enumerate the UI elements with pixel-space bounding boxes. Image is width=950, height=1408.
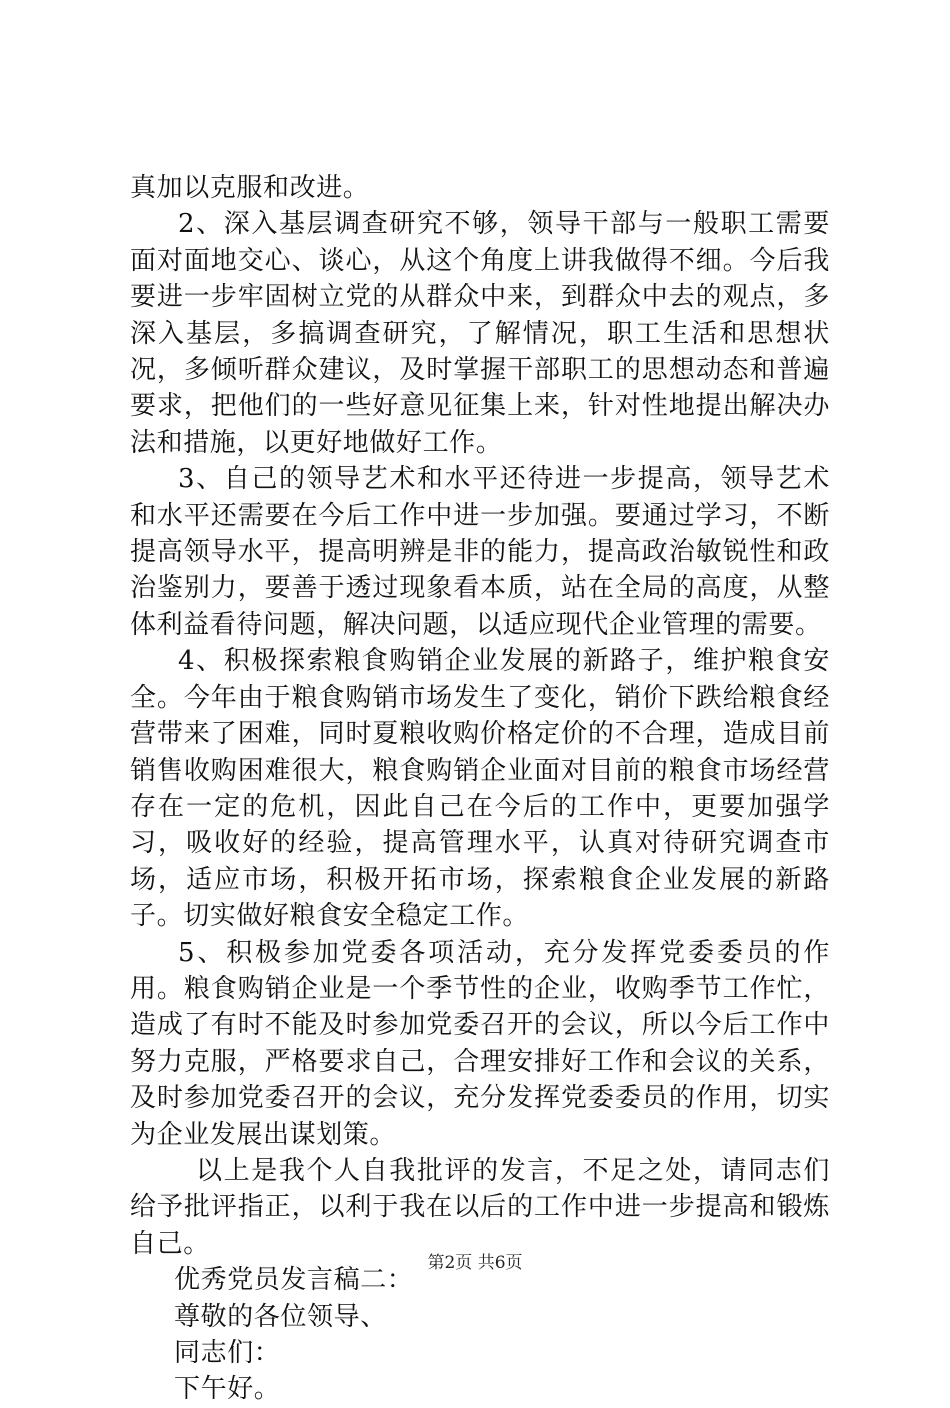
paragraph-continuation: 真加以克服和改进。: [130, 173, 370, 203]
document-body: [130, 170, 830, 1408]
paragraph-item-2: 2、深入基层调查研究不够，领导干部与一般职工需要面对面地交心、谈心，从这个角度上讲我做得不细。今后我要进一步牢固树立党的从群众中来，到群众中去的观点，多深入基层，多搞调查研究，了解情况，职工生活和思想状况，多倾听群众建议，及时掌握干部职工的思想动态和普遍要求，把他们的一些好意见征集上来，针对性地提出解决办法和措施，以更好地做好工作。: [130, 209, 830, 458]
paragraph-item-3: 3、自己的领导艺术和水平还待进一步提高，领导艺术和水平还需要在今后工作中进一步加强。要通过学习，不断提高领导水平，提高明辨是非的能力，提高政治敏锐性和政治鉴别力，要善于透过现象看本质，站在全局的高度，从整体利益看待问题，解决问题，以适应现代企业管理的需要。: [130, 464, 830, 640]
salutation-comrades: 同志们：: [174, 1338, 281, 1368]
speech-title-line: 优秀党员发言稿二：: [174, 1265, 414, 1296]
paragraph-closing: 以上是我个人自我批评的发言，不足之处，请同志们给予批评指正，以利于我在以后的工作中进一步提高和锻炼自己。: [130, 1155, 830, 1259]
page-number-footer: 第2页 共6页: [427, 1253, 523, 1273]
greeting-line: 下午好。: [174, 1374, 281, 1405]
salutation-leaders: 尊敬的各位领导、: [174, 1301, 387, 1332]
paragraph-item-4: 4、积极探索粮食购销企业发展的新路子，维护粮食安全。今年由于粮食购销市场发生了变化，销价下跌给粮食经营带来了困难，同时夏粮收购价格定价的不合理，造成目前销售收购困难很大，粮食购销企业面对目前的粮食市场经营存在一定的危机，因此自己在今后的工作中，更要加强学习，吸收好的经验，提高管理水平，认真对待研究调查市场，适应市场，积极开拓市场，探索粮食企业发展的新路子。切实做好粮食安全稳定工作。: [130, 646, 830, 932]
paragraph-item-5: 5、积极参加党委各项活动，充分发挥党委委员的作用。粮食购销企业是一个季节性的企业，收购季节工作忙，造成了有时不能及时参加党委召开的会议，所以今后工作中努力克服，严格要求自己，合理安排好工作和会议的关系，及时参加党委召开的会议，充分发挥党委委员的作用，切实为企业发展出谋划策。: [130, 937, 830, 1150]
